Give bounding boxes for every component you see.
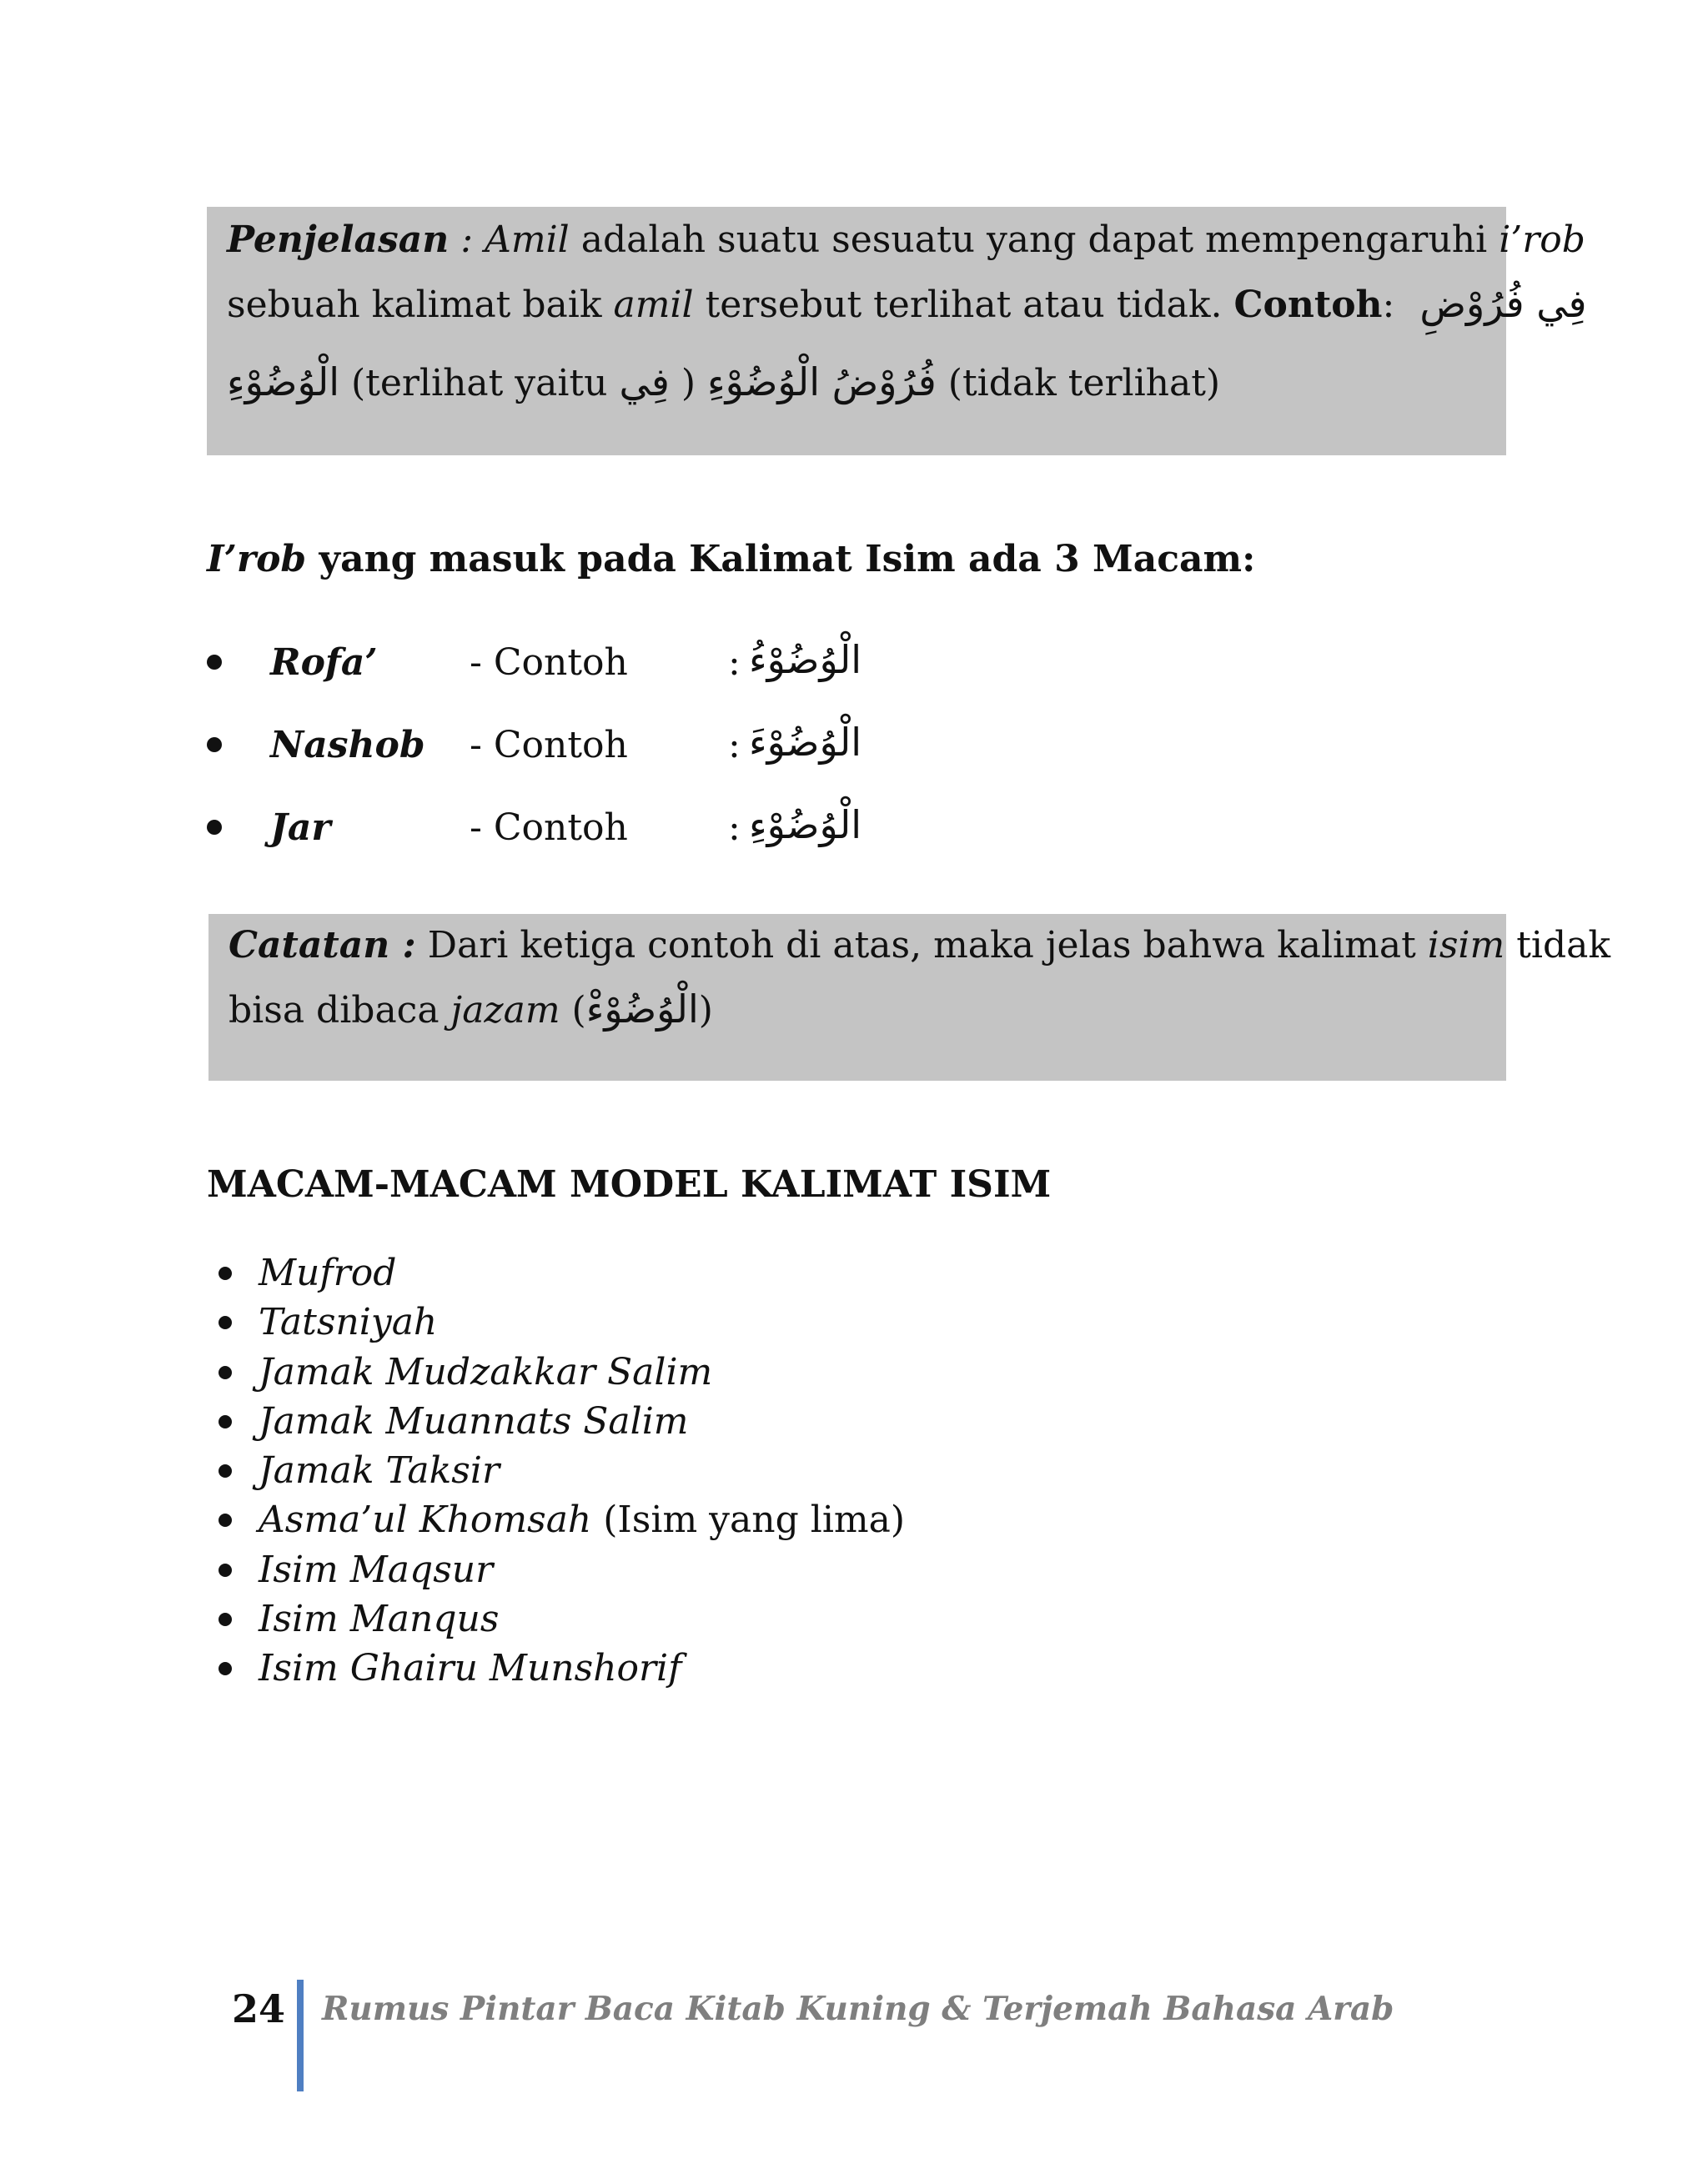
penjelasan-text-2: sebuah kalimat baik xyxy=(227,284,614,326)
irob-item-jar xyxy=(207,796,957,863)
list-item xyxy=(219,1446,905,1495)
list-item xyxy=(219,1248,905,1298)
list-item xyxy=(219,1348,905,1397)
isim-term: isim xyxy=(1427,924,1505,967)
irob-term: i’rob xyxy=(1499,218,1585,261)
irob-term-rofa: Rofa’ xyxy=(270,641,378,684)
footer-divider xyxy=(297,1980,304,2091)
list-item-italic: Isim Ghairu Munshorif xyxy=(259,1647,682,1690)
penjelasan-text-5: ) xyxy=(669,362,707,404)
penjelasan-text-3: tersebut terlihat atau tidak. xyxy=(693,284,1234,326)
list-item xyxy=(219,1644,905,1693)
penjelasan-line-2 xyxy=(227,272,1587,337)
bullet-icon xyxy=(219,1564,232,1577)
list-item-italic: Jamak Taksir xyxy=(259,1449,500,1493)
irob-colon-rofa: : xyxy=(728,641,741,684)
catatan-text-2: tidak xyxy=(1505,924,1611,967)
irob-item-rofa xyxy=(207,631,957,698)
irob-contoh-rofa: - Contoh xyxy=(470,641,628,684)
catatan-box xyxy=(208,914,1611,1081)
irob-term-jar: Jar xyxy=(270,806,331,849)
list-item-italic: Isim Maqsur xyxy=(259,1548,494,1591)
penjelasan-label: Penjelasan xyxy=(227,218,450,261)
list-item-italic: Asma’ul Khomsah xyxy=(259,1499,592,1542)
arabic-example-1: فِي فُرُوْضِ xyxy=(1419,281,1587,326)
catatan-line-2 xyxy=(229,977,1486,1042)
bullet-icon xyxy=(219,1366,232,1379)
penjelasan-text-6: (tidak terlihat) xyxy=(936,362,1221,404)
bullet-icon xyxy=(207,737,222,752)
penjelasan-line-3 xyxy=(227,350,1486,415)
irob-contoh-nashob: - Contoh xyxy=(470,724,628,766)
irob-contoh-jar: - Contoh xyxy=(470,806,628,849)
penjelasan-text-4: (terlihat yaitu xyxy=(339,362,620,404)
catatan-close-paren: ) xyxy=(698,989,713,1032)
bullet-icon xyxy=(219,1415,232,1428)
contoh-label: Contoh xyxy=(1233,284,1383,326)
bullet-icon xyxy=(207,655,222,670)
book-title: Rumus Pintar Baca Kitab Kuning & Terjemah Bahasa Arab xyxy=(322,1990,1394,2028)
penjelasan-text-1: adalah suatu sesuatu yang dapat mempengaruhi xyxy=(569,218,1500,261)
list-item-plain: (Isim yang lima) xyxy=(591,1499,906,1542)
catatan-text-3: bisa dibaca xyxy=(229,989,451,1032)
catatan-arabic: الْوُضُوْءْ xyxy=(585,987,699,1032)
catatan-open-paren: ( xyxy=(560,989,586,1032)
catatan-label: Catatan : xyxy=(229,924,416,967)
list-item-italic: Isim Manqus xyxy=(259,1598,500,1641)
bullet-icon xyxy=(219,1267,232,1280)
irob-arabic-nashob: الْوُضُوْءَ xyxy=(749,720,862,765)
irob-heading-rest: yang masuk pada Kalimat Isim ada 3 Macam: xyxy=(306,538,1256,580)
irob-arabic-jar: الْوُضُوْءِ xyxy=(749,802,862,847)
irob-colon-jar: : xyxy=(728,806,741,849)
irob-term-nashob: Nashob xyxy=(270,724,425,766)
list-item xyxy=(219,1495,905,1544)
list-item xyxy=(219,1397,905,1446)
arabic-example-4: فُرُوْضُ الْوُضُوْءِ xyxy=(706,359,937,404)
jazam-term: jazam xyxy=(450,989,560,1032)
page-number: 24 xyxy=(232,1986,286,2031)
list-item xyxy=(219,1298,905,1347)
bullet-icon xyxy=(219,1316,232,1329)
list-item-italic: Jamak Muannats Salim xyxy=(259,1399,689,1443)
penjelasan-box xyxy=(207,207,1587,455)
bullet-icon xyxy=(207,820,222,835)
arabic-example-3: فِي xyxy=(619,359,670,404)
bullet-icon xyxy=(219,1464,232,1478)
list-item-italic: Jamak Mudzakkar Salim xyxy=(259,1350,713,1393)
list-item xyxy=(219,1545,905,1594)
penjelasan-sep: : xyxy=(449,218,485,261)
bullet-icon xyxy=(219,1514,232,1527)
macam-heading: MACAM-MACAM MODEL KALIMAT ISIM xyxy=(207,1163,1052,1206)
catatan-text-1: Dari ketiga contoh di atas, maka jelas bahwa kalimat xyxy=(415,924,1428,967)
irob-heading-italic: I’rob xyxy=(207,538,307,580)
amil-term: Amil xyxy=(485,218,570,261)
penjelasan-line-1 xyxy=(227,208,1585,272)
bullet-icon xyxy=(219,1613,232,1626)
arabic-example-2: الْوُضُوْءِ xyxy=(227,359,340,404)
irob-heading xyxy=(207,538,1255,580)
irob-arabic-rofa: الْوُضُوْءُ xyxy=(749,637,862,682)
catatan-line-1 xyxy=(229,914,1611,977)
list-item-italic: Mufrod xyxy=(259,1252,397,1294)
bullet-icon xyxy=(219,1662,232,1675)
list-item-italic: Tatsniyah xyxy=(259,1301,438,1344)
amil-term-2: amil xyxy=(613,284,694,326)
irob-colon-nashob: : xyxy=(728,724,741,766)
list-item xyxy=(219,1594,905,1644)
contoh-colon: : xyxy=(1382,284,1395,326)
irob-item-nashob xyxy=(207,714,957,781)
model-list xyxy=(219,1248,905,1694)
